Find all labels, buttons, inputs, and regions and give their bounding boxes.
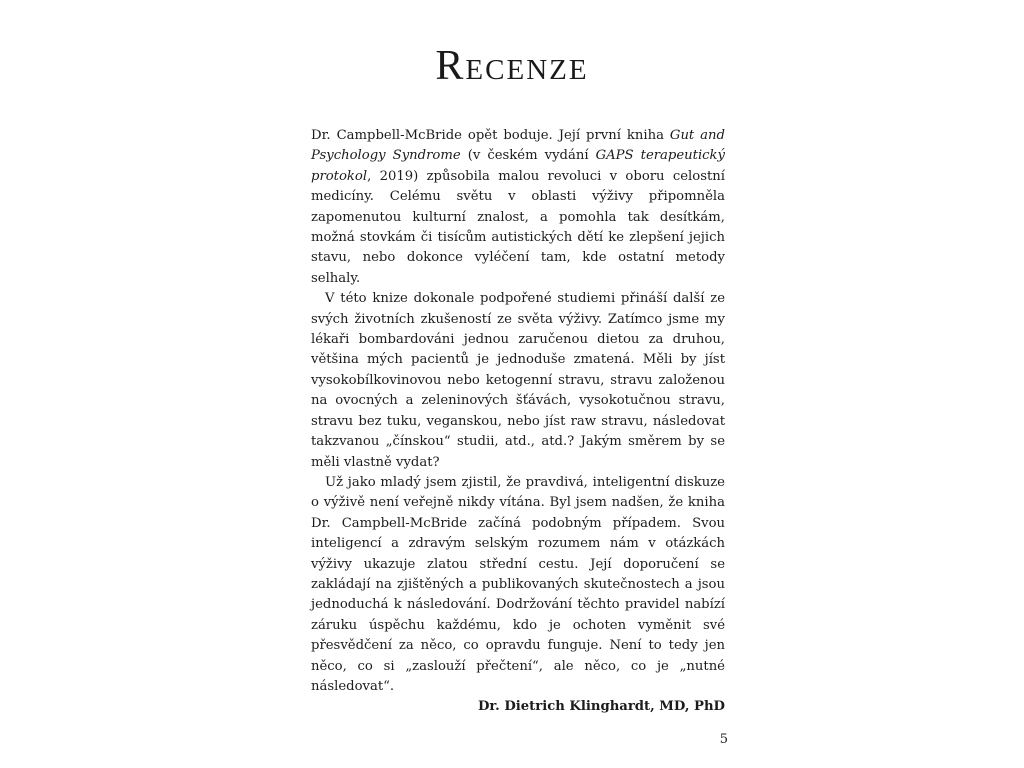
paragraph-1	[311, 126, 725, 289]
paragraph-1-part-c: (v českém vydání	[460, 148, 596, 164]
paragraph-2: V této knize dokonale podpořené studiemi přináší další ze svých životních zkušeností ze světa výživy. Zatímco jsme my lékaři bombardováni jednou zaručenou dietou za druhou, většina mých pacientů je jednoduše zmatená. Měli by jíst vysokobílkovinovou nebo ketogenní stravu, stravu založenou na ovocných a zeleninových šťávách, vysokotučnou stravu, stravu bez tuku, veganskou, nebo jíst raw stravu, následovat takzvanou „čínskou“ studii, atd., atd.? Jakým směrem by se měli vlastně vydat?	[311, 291, 725, 470]
review-text	[311, 126, 725, 718]
page-title: Recenze	[435, 43, 589, 89]
page-number: 5	[719, 732, 728, 747]
book-title-czech: GAPS terapeutický protokol	[311, 148, 725, 184]
book-title-english: Gut and Psychology Syndrome	[311, 128, 725, 164]
paragraph-1-part-e: , 2019) způsobila malou revoluci v oboru celostní medicíny. Celému světu v oblasti výživy připomněla zapomenutou kulturní znalost, a pomohla tak desítkám, možná stovkám či tisícům autistických dětí ke zlepšení jejich stavu, nebo dokonce vyléčení tam, kde ostatní metody selhaly.	[311, 168, 725, 286]
signature: Dr. Dietrich Klinghardt, MD, PhD	[477, 699, 725, 715]
paragraph-3: Už jako mladý jsem zjistil, že pravdivá, inteligentní diskuze o výživě není veřejně nikdy vítána. Byl jsem nadšen, že kniha Dr. Campbell-McBride začíná podobným případem. Svou inteligencí a zdravým selským rozumem nám v otázkách výživy ukazuje zlatou střední cestu. Její doporučení se zakládají na zjištěných a publikovaných skutečnostech a jsou jednoduchá k následování. Dodržování těchto pravidel nabízí záruku úspěchu každému, kdo je ochoten vyměnit své přesvědčení za něco, co opravdu funguje. Není to tedy jen něco, co si „zaslouží přečtení“, ale něco, co je „nutné následovat“.	[311, 474, 725, 694]
paragraph-1-part-a: Dr. Campbell-McBride opět boduje. Její první kniha	[311, 128, 670, 143]
